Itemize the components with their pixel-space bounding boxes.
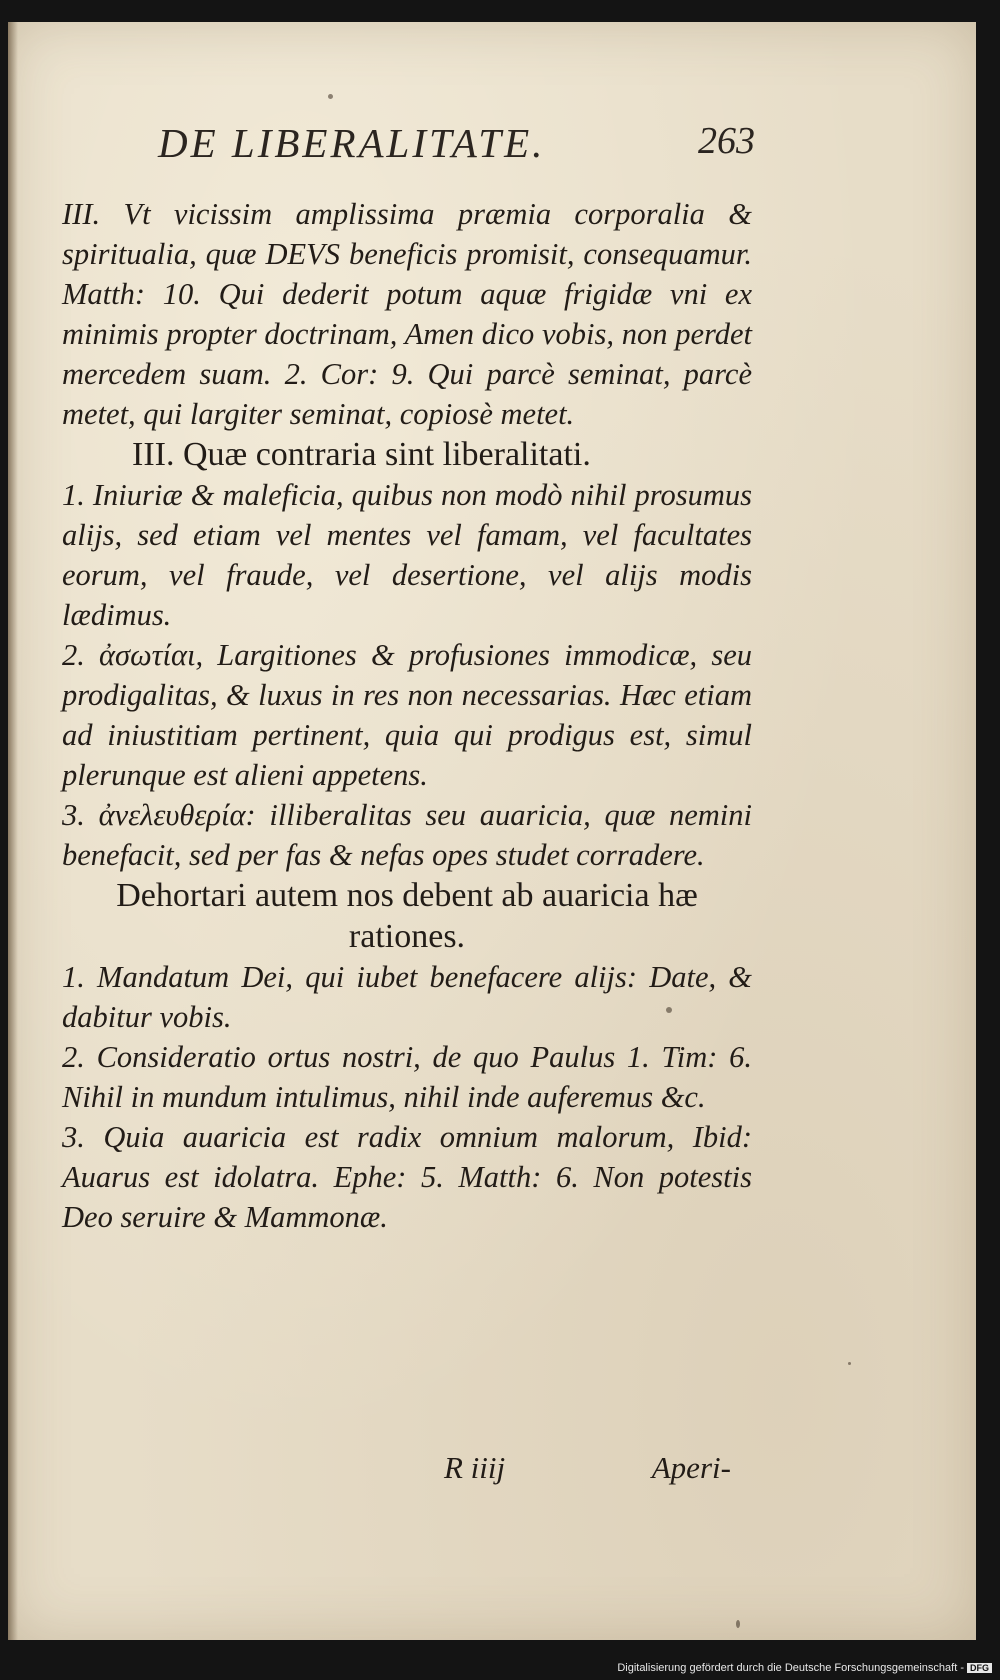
paragraph-reason-1: 1. Mandatum Dei, qui iubet benefacere alijs: Date, & dabitur vobis.	[62, 960, 752, 1034]
signature-mark: R iiij	[444, 1450, 506, 1485]
page-body	[62, 194, 752, 1237]
paragraph-reason-3: III. Vt vicissim amplissima præmia corporalia & spiritualia, quæ DEVS beneficis promisit, consequamur. Matth: 10. Qui dederit potum aquæ frigidæ vni ex minimis propter doctrinam, Amen dico vobis, non perdet mercedem suam. 2. Cor: 9. Qui parcè seminat, parcè metet, qui largiter seminat, copiosè metet.	[62, 197, 752, 431]
paragraph-contrary-3: 3. ἀνελευθερία: illiberalitas seu auaricia, quæ nemini benefacit, sed per fas & nefas opes studet corradere.	[62, 798, 752, 872]
section-heading-dehortari: Dehortari autem nos debent ab auaricia hæ rationes.	[116, 877, 698, 955]
page-footer	[444, 1450, 764, 1486]
paper-speck	[848, 1362, 851, 1365]
digitization-credit	[617, 1662, 992, 1674]
catchword: Aperi-	[651, 1450, 731, 1485]
paragraph-reason-3b: 3. Quia auaricia est radix omnium malorum, Ibid: Auarus est idolatra. Ephe: 5. Matth: 6. Non potestis Deo seruire & Mammonæ.	[62, 1120, 752, 1234]
paragraph-contrary-2: 2. ἀσωτίαι, Largitiones & profusiones immodicæ, seu prodigalitas, & luxus in res non necessarias. Hæc etiam ad iniustitiam pertinent, quia qui prodigus est, simul plerunque est alieni appetens.	[62, 638, 752, 792]
credit-text: Digitalisierung gefördert durch die Deutsche Forschungsgemeinschaft -	[617, 1662, 964, 1674]
page-number: 263	[698, 120, 755, 162]
paragraph-reason-2: 2. Consideratio ortus nostri, de quo Paulus 1. Tim: 6. Nihil in mundum intulimus, nihil inde auferemus &c.	[62, 1040, 752, 1114]
paper-speck	[328, 94, 333, 99]
dfg-logo: DFG	[967, 1663, 992, 1673]
section-heading-contraria: III. Quæ contraria sint liberalitati.	[132, 436, 591, 473]
book-page	[8, 22, 976, 1640]
paragraph-contrary-1: 1. Iniuriæ & maleficia, quibus non modò nihil prosumus alijs, sed etiam vel mentes vel famam, vel facultates eorum, vel fraude, vel desertione, vel alijs modis lædimus.	[62, 478, 752, 632]
paper-speck	[736, 1620, 740, 1628]
running-header: DE LIBERALITATE.	[158, 120, 546, 166]
paper-speck	[666, 1007, 672, 1013]
page-edge-shadow	[8, 22, 18, 1640]
